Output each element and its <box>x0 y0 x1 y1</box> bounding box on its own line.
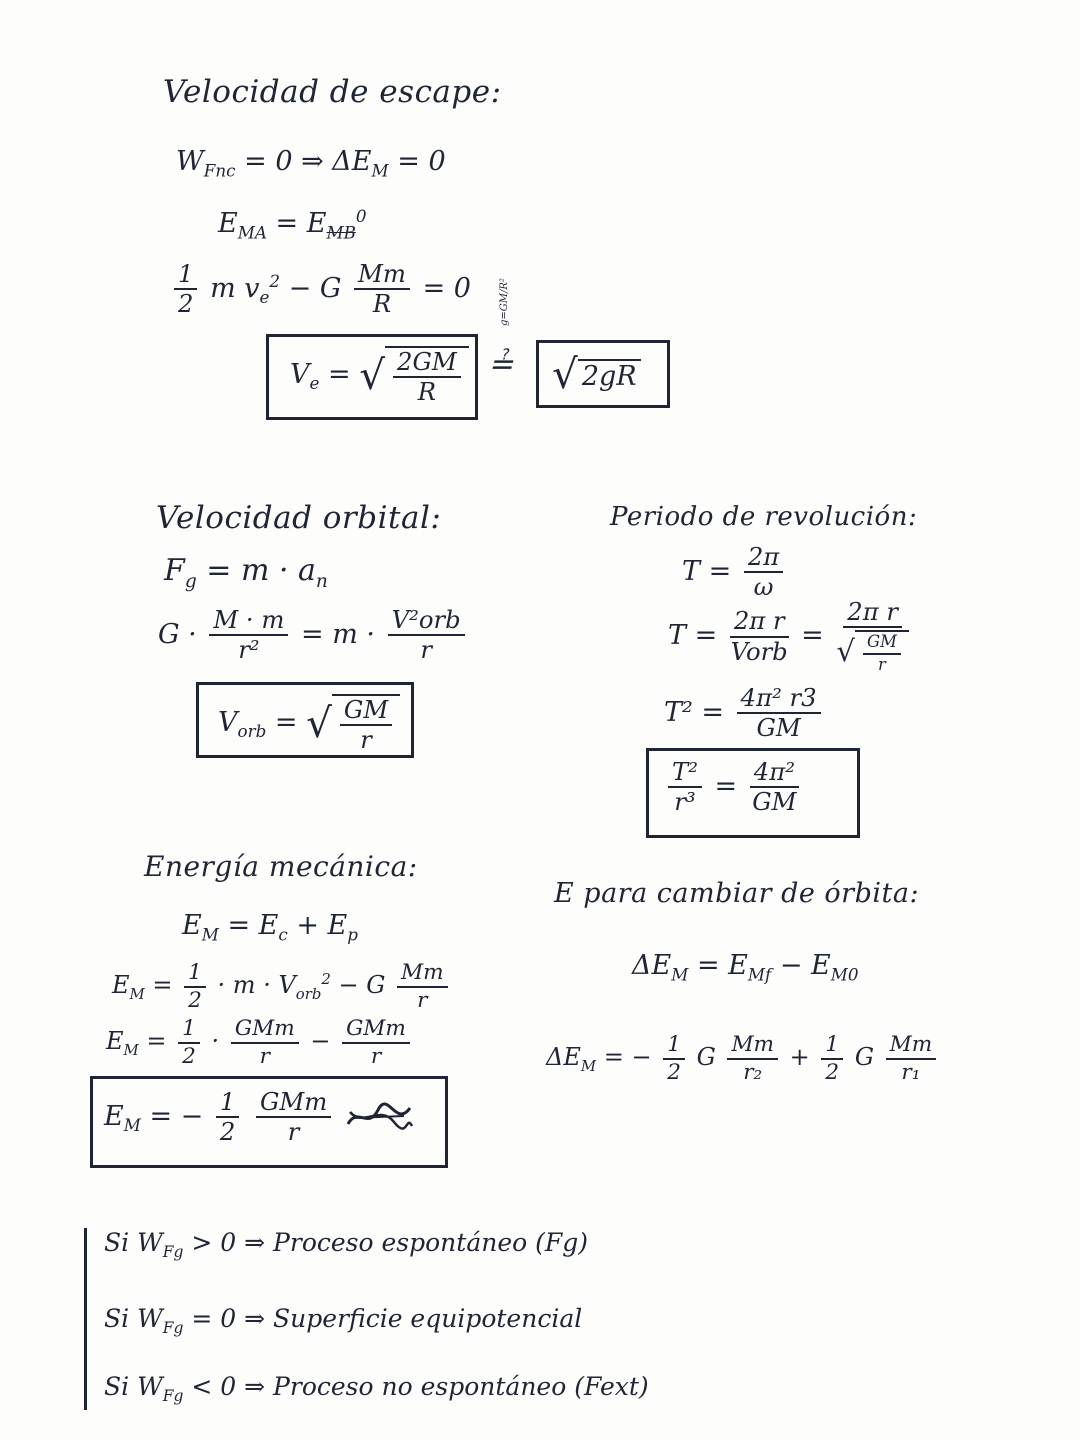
note3-a: Si W <box>104 1372 163 1401</box>
half2-num: 1 <box>184 962 206 988</box>
em3-sub: M <box>123 1040 139 1059</box>
period-line-vorb <box>668 597 913 674</box>
escape-equivalence-note: g=GM/R² <box>499 278 510 326</box>
ec: = E <box>227 910 279 941</box>
two-pi-r: 2π r <box>730 609 789 637</box>
r2-den-e: r <box>417 987 428 1013</box>
em2: E <box>112 971 130 1000</box>
em0-sub: M0 <box>830 964 859 985</box>
ve-sqrt <box>359 346 469 405</box>
escape-emb-sub: MB <box>326 222 356 243</box>
vorb-den: r <box>360 725 372 755</box>
em2-eq: = <box>152 971 173 1000</box>
escape-result <box>290 346 469 405</box>
mm2-num: Mm <box>397 962 448 988</box>
fg: F <box>164 553 185 588</box>
g-c2: G <box>854 1043 874 1072</box>
escape-emb-zero: 0 <box>355 206 367 226</box>
vorb2-sub: orb <box>295 984 322 1003</box>
em3: E <box>106 1027 124 1056</box>
minus-g2: − G <box>338 971 386 1000</box>
note1-a: Si W <box>104 1228 163 1257</box>
orbit-change-line2 <box>546 1034 940 1083</box>
escape-em-sub: M <box>371 160 389 181</box>
g-dot: G · <box>158 618 197 650</box>
half-c1-den: 2 <box>667 1059 681 1085</box>
g-c1: G <box>696 1043 716 1072</box>
escape-w-sub: Fnc <box>203 160 236 181</box>
r2-c1-den: r₂ <box>743 1059 763 1085</box>
t2-num: T² <box>668 760 702 788</box>
note1-b: > 0 ⇒ Proceso espontáneo (Fg) <box>191 1228 588 1257</box>
vorb-eq: = <box>274 706 298 738</box>
escape-mv: m v <box>210 272 260 304</box>
delta-em: ΔE <box>632 950 672 981</box>
mm-num: Mm <box>354 262 410 290</box>
energy-result <box>104 1087 414 1147</box>
fg-sub: g <box>184 571 197 592</box>
escape-equivalence: ≟ <box>488 347 514 382</box>
note3-b: < 0 ⇒ Proceso no espontáneo (Fext) <box>191 1372 649 1401</box>
period-heading: Periodo de revolución: <box>610 502 918 532</box>
sqrt-sign: √ <box>359 351 386 400</box>
scribble-mark <box>344 1102 414 1132</box>
period-line-omega <box>682 542 787 602</box>
gmm-result-num: GMm <box>256 1090 331 1118</box>
r-result-den: r <box>287 1117 300 1147</box>
escape-zero: = 0 <box>397 146 446 177</box>
escape-ema: E <box>218 208 238 239</box>
half-c2-num: 1 <box>821 1034 843 1060</box>
half-den: 2 <box>178 289 194 319</box>
escape-line-balance <box>170 259 471 319</box>
ve-den: R <box>417 377 437 407</box>
half3-num: 1 <box>178 1018 200 1044</box>
r-den-orb: r <box>420 635 432 665</box>
notes-margin-bar <box>84 1228 87 1410</box>
dot3: · <box>211 1027 220 1056</box>
eq-sign-period: = <box>801 620 824 652</box>
four-pi2: 4π² <box>750 760 799 788</box>
em2-sub: M <box>129 984 145 1003</box>
escape-eq-zero: = 0 <box>422 272 471 304</box>
energy-line-sum <box>182 912 358 943</box>
t-eq: T = <box>682 555 732 587</box>
ve-num: 2GM <box>393 350 461 378</box>
two-pi-r-2: 2π r <box>843 600 902 628</box>
half3-den: 2 <box>182 1043 196 1069</box>
orbital-result <box>218 694 400 753</box>
note3-sub: Fg <box>162 1387 184 1405</box>
half-num: 1 <box>174 262 197 290</box>
emf: = E <box>696 950 748 981</box>
energy-line-expand <box>112 962 452 1011</box>
m-vorb: · m · V <box>217 971 296 1000</box>
note-positive-work <box>104 1228 588 1261</box>
em0: − E <box>779 950 831 981</box>
escape-w: W <box>176 146 204 177</box>
escape-minus-g: − G <box>288 272 342 304</box>
vorb-symbol: V <box>218 706 238 738</box>
kepler-eq: = <box>714 770 738 802</box>
vorb-sub: orb <box>237 721 267 742</box>
emf-sub: Mf <box>747 964 772 985</box>
em: E <box>182 910 202 941</box>
escape-ema-sub: MA <box>237 222 267 243</box>
gmm3-num: GMm <box>231 1018 299 1044</box>
half-result-num: 1 <box>216 1090 239 1118</box>
note-negative-work <box>104 1372 649 1405</box>
ve-symbol: V <box>290 358 310 390</box>
r-den: R <box>372 289 392 319</box>
escape-mm-over-r <box>354 259 410 319</box>
r-small: r <box>878 654 886 674</box>
minus3: − <box>310 1027 331 1056</box>
gm-den: GM <box>756 713 801 743</box>
em-result-sub: M <box>123 1115 141 1136</box>
t-eq2: T = <box>668 620 718 652</box>
escape-velocity-heading: Velocidad de escape: <box>163 74 502 110</box>
em3-eq: = <box>146 1027 167 1056</box>
delta-em2: ΔE <box>546 1043 581 1072</box>
orbit-change-line1 <box>632 952 859 983</box>
r2-den: r² <box>238 635 260 665</box>
em-result-eq: = − <box>149 1100 204 1132</box>
vorb2-num: V²orb <box>388 608 465 636</box>
period-line-t2 <box>664 683 825 743</box>
vorb2-sup: 2 <box>321 970 331 989</box>
vorb-den-period: Vorb <box>730 636 788 666</box>
energy-line-sub <box>106 1018 414 1067</box>
vorb-sqrt-sign: √ <box>306 699 332 748</box>
orbit-change-heading: E para cambiar de órbita: <box>554 878 920 909</box>
mm-c1-num: Mm <box>727 1034 778 1060</box>
ve-eq: = <box>328 358 351 390</box>
two-pi: 2π <box>744 545 783 573</box>
mm-c2-num: Mm <box>886 1034 937 1060</box>
r1-c2-den: r₁ <box>901 1059 921 1085</box>
energy-heading: Energía mecánica: <box>144 850 418 883</box>
escape-ve-sub: e <box>259 287 270 308</box>
ep: + E <box>296 910 348 941</box>
omega: ω <box>753 572 774 602</box>
delta-em-sub: M <box>671 964 689 985</box>
gm-num: GM <box>863 634 901 654</box>
ec-sub: c <box>278 924 288 945</box>
sqrt-2gr: 2gR <box>578 359 641 390</box>
orbital-velocity-heading: Velocidad orbital: <box>156 500 442 536</box>
em-sub: M <box>201 924 219 945</box>
r3-den: r³ <box>674 787 696 817</box>
delta-eq: = − <box>603 1043 652 1072</box>
half-c1-num: 1 <box>663 1034 685 1060</box>
mm-num-orb: M · m <box>209 608 288 636</box>
r3b-den: r <box>370 1043 382 1069</box>
sqrt2-sign: √ <box>552 350 578 398</box>
orbital-line-force <box>164 553 328 592</box>
escape-arrow-text: = 0 ⇒ ΔE <box>244 146 372 177</box>
escape-half <box>174 259 197 319</box>
note2-b: = 0 ⇒ Superficie equipotencial <box>191 1304 583 1333</box>
four-pi2-r3: 4π² r3 <box>737 686 821 714</box>
ep-sub: p <box>347 924 358 945</box>
r3-den-e: r <box>259 1043 270 1069</box>
plus-c: + <box>789 1043 810 1072</box>
t2-eq: T² = <box>664 696 725 728</box>
ve-sub: e <box>309 373 320 394</box>
escape-line-energy <box>218 208 367 241</box>
gm-result-den: GM <box>752 787 797 817</box>
m-a: = m · a <box>206 553 316 588</box>
note1-sub: Fg <box>162 1243 184 1261</box>
period-sqrt-sign: √ <box>836 634 855 669</box>
gmm3b-num: GMm <box>342 1018 410 1044</box>
half-c2-den: 2 <box>825 1059 840 1085</box>
note-zero-work <box>104 1304 582 1337</box>
em-result: E <box>104 1100 124 1132</box>
escape-emb: = E <box>275 208 327 239</box>
note2-sub: Fg <box>162 1319 184 1337</box>
delta-em2-sub: M <box>580 1056 597 1075</box>
escape-line-work <box>176 148 446 179</box>
vorb-num: GM <box>340 698 392 726</box>
orbital-line-equality <box>158 605 469 665</box>
escape-ve-sup: 2 <box>269 270 281 291</box>
period-result <box>664 757 803 817</box>
half-result-den: 2 <box>219 1117 236 1147</box>
half2-den: 2 <box>188 987 202 1013</box>
escape-result2 <box>552 350 641 398</box>
m-dot: = m · <box>301 618 375 650</box>
note2-a: Si W <box>104 1304 163 1333</box>
an-sub: n <box>315 571 328 592</box>
